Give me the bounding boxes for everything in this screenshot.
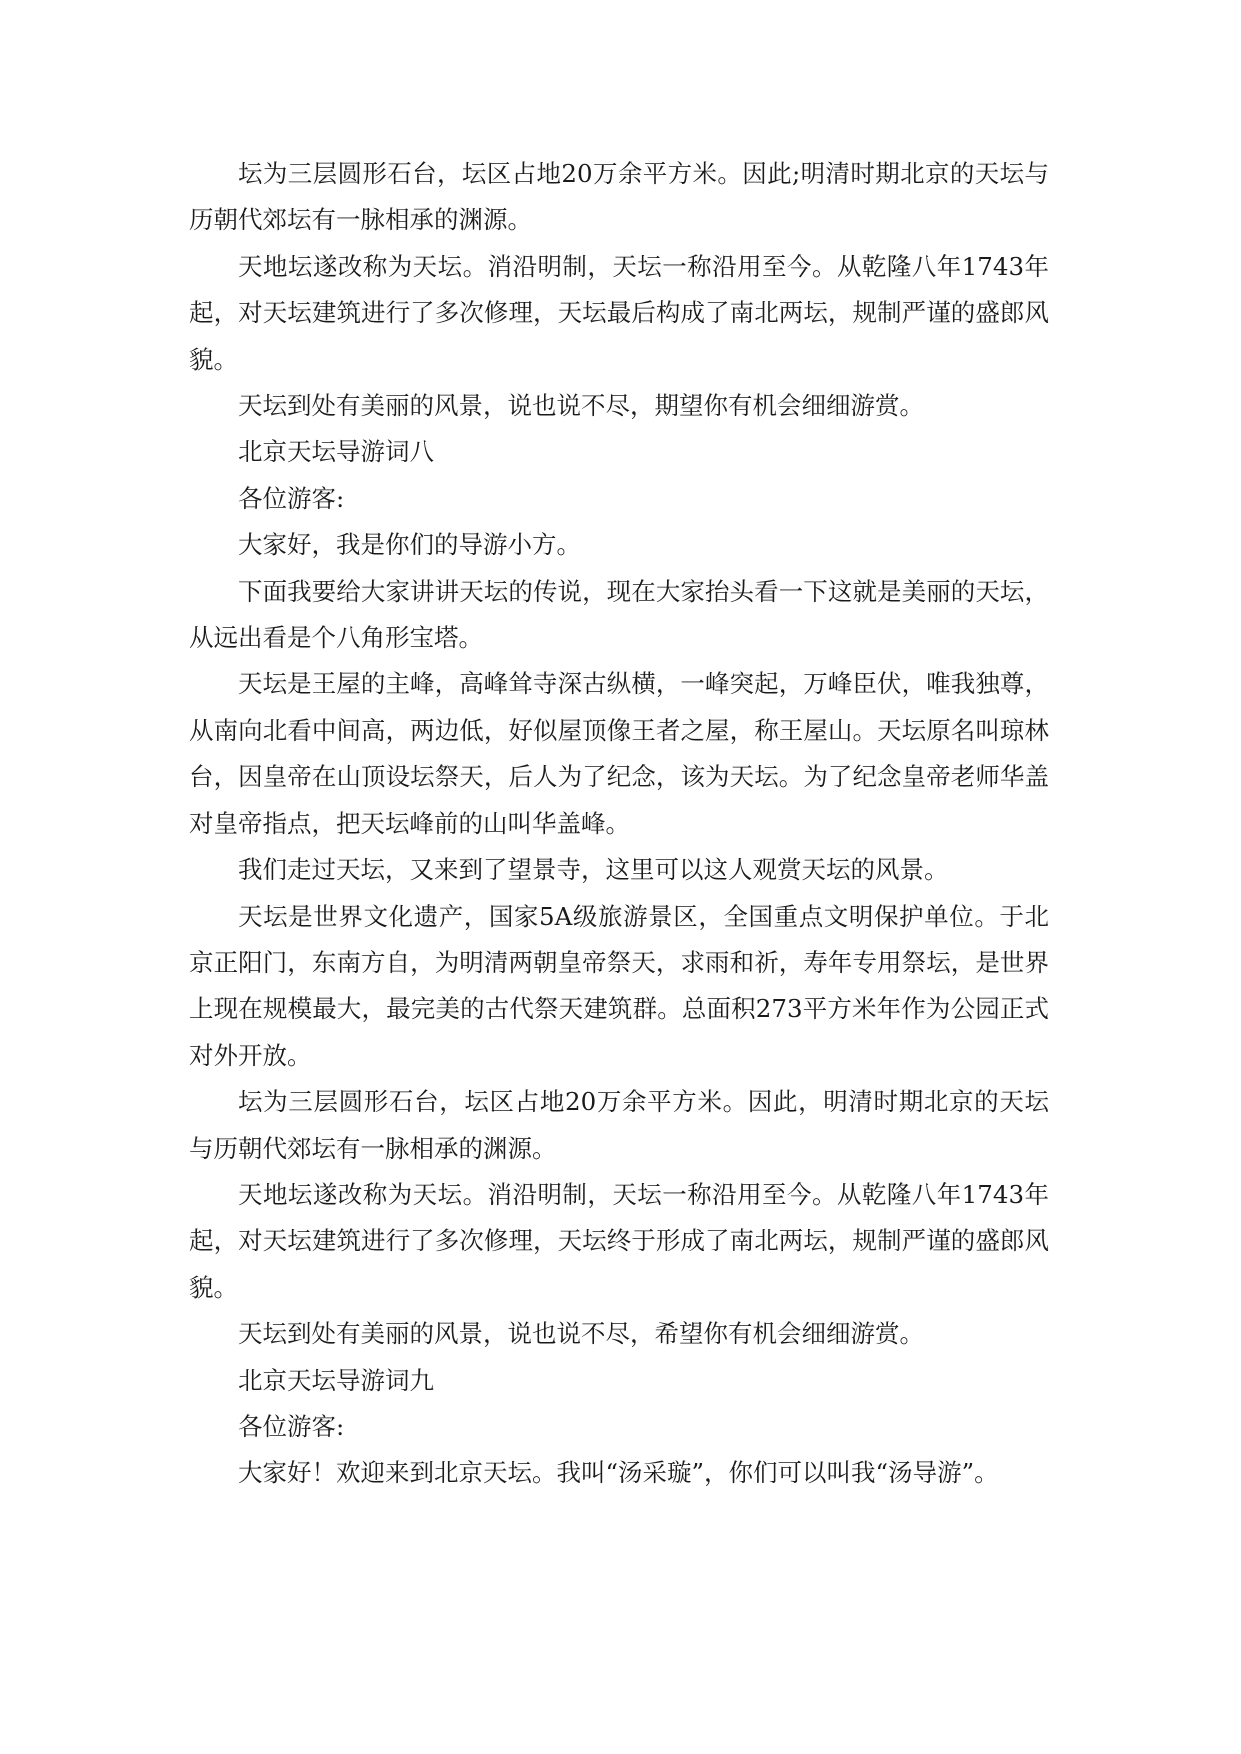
- paragraph-renaming-history-2: 天地坛遂改称为天坛。消沿明制，天坛一称沿用至今。从乾隆八年1743年起，对天坛建筑进行了多次修理，天坛终于形成了南北两坛，规制严谨的盛郎风貌。: [189, 1179, 1049, 1302]
- paragraph-greeting-address: 各位游客:: [238, 483, 345, 513]
- paragraph-closing-remark-2: 天坛到处有美丽的风景，说也说不尽，希望你有机会细细游赏。: [238, 1319, 924, 1349]
- paragraph-altar-description: 坛为三层圆形石台，坛区占地20万余平方米。因此;明清时期北京的天坛与历朝代郊坛有一脉相承的渊源。: [189, 159, 1049, 235]
- paragraph-altar-description-2: 坛为三层圆形石台，坛区占地20万余平方米。因此，明清时期北京的天坛与历朝代郊坛有一脉相承的渊源。: [189, 1087, 1049, 1163]
- paragraph-wangwu-peak: 天坛是王屋的主峰，高峰耸寺深古纵横，一峰突起，万峰臣伏，唯我独尊，从南向北看中间高，两边低，好似屋顶像王者之屋，称王屋山。天坛原名叫琼林台，因皇帝在山顶设坛祭天，后人为了纪念，该为天坛。为了纪念皇帝老师华盖对皇帝指点，把天坛峰前的山叫华盖峰。: [189, 669, 1049, 838]
- section-heading-eight: 北京天坛导游词八: [238, 437, 434, 467]
- section-heading-nine: 北京天坛导游词九: [238, 1365, 434, 1395]
- paragraph-legend-intro: 下面我要给大家讲讲天坛的传说，现在大家抬头看一下这就是美丽的天坛，从远出看是个八角形宝塔。: [189, 576, 1049, 653]
- paragraph-welcome: 大家好！欢迎来到北京天坛。我叫“汤采璇”，你们可以叫我“汤导游”。: [238, 1458, 999, 1488]
- paragraph-closing-remark: 天坛到处有美丽的风景，说也说不尽，期望你有机会细细游赏。: [238, 391, 924, 421]
- paragraph-world-heritage: 天坛是世界文化遗产，国家5A级旅游景区，全国重点文明保护单位。于北京正阳门，东南方自，为明清两朝皇帝祭天，求雨和祈，寿年专用祭坛，是世界上现在规模最大，最完美的古代祭天建筑群。总面积273平方米年作为公园正式对外开放。: [189, 901, 1049, 1070]
- paragraph-wangjing-temple: 我们走过天坛，又来到了望景寺，这里可以这人观赏天坛的风景。: [238, 855, 949, 885]
- paragraph-renaming-history: 天地坛遂改称为天坛。消沿明制，天坛一称沿用至今。从乾隆八年1743年起，对天坛建筑进行了多次修理，天坛最后构成了南北两坛，规制严谨的盛郎风貌。: [189, 251, 1049, 374]
- paragraph-greeting-address-2: 各位游客:: [238, 1411, 345, 1441]
- document-body: [189, 151, 1049, 1497]
- paragraph-guide-intro: 大家好，我是你们的导游小方。: [238, 530, 581, 560]
